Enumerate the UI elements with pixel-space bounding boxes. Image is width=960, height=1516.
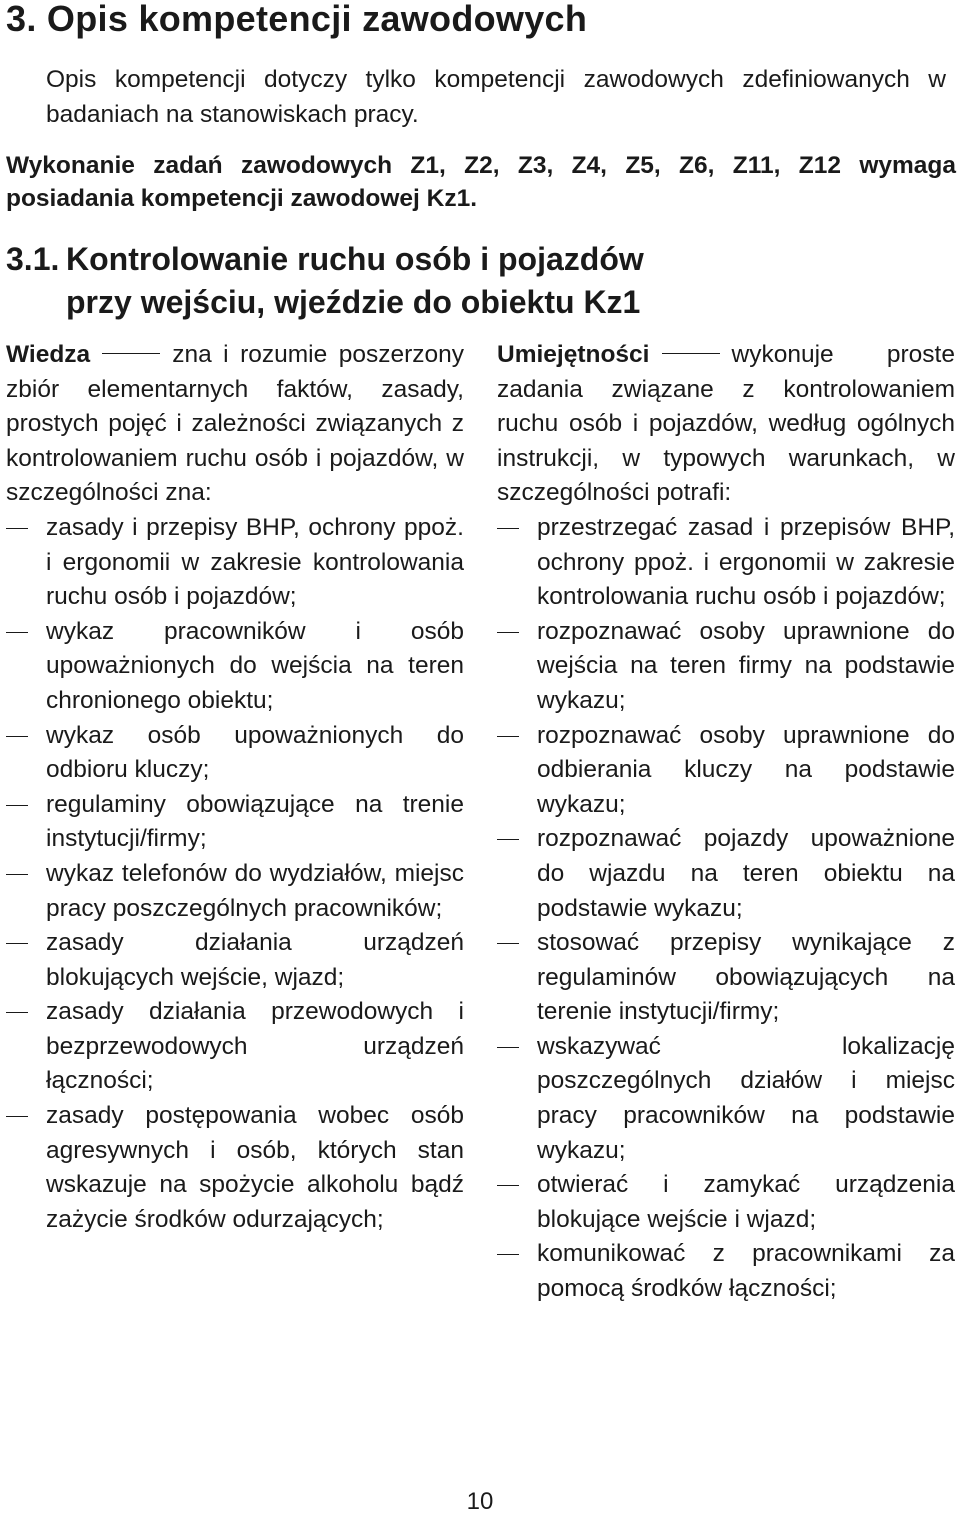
dash-bullet-icon (497, 1254, 519, 1255)
dash-bullet-icon (497, 1185, 519, 1186)
dash-bullet-icon (6, 943, 28, 944)
em-dash (662, 353, 720, 354)
skills-item (497, 1168, 955, 1237)
skills-column (497, 338, 955, 1307)
dash-bullet-icon (497, 736, 519, 737)
skills-item (497, 1030, 955, 1168)
knowledge-item (6, 719, 464, 788)
em-dash (102, 353, 160, 354)
knowledge-item (6, 788, 464, 857)
skills-lead (497, 338, 955, 511)
dash-bullet-icon (497, 632, 519, 633)
subsection-title-line1: Kontrolowanie ruchu osób i pojazdów (66, 241, 644, 277)
skills-item-text: wskazywać lokalizację poszczególnych działów i miejsc pracy pracowników na podstawie wykazu; (537, 1032, 955, 1164)
skills-item (497, 719, 955, 823)
subsection-number: 3.1. (6, 241, 60, 277)
skills-item-text: komunikować z pracownikami za pomocą środków łączności; (537, 1240, 955, 1303)
dash-bullet-icon (6, 805, 28, 806)
skills-item (497, 1237, 955, 1306)
knowledge-item-text: zasady działania przewodowych i bezprzewodowych urządzeń łączności; (46, 998, 464, 1095)
knowledge-term: Wiedza (6, 341, 91, 368)
subsection-title-line2: przy wejściu, wjeździe do obiektu Kz1 (66, 284, 641, 320)
knowledge-lead (6, 338, 464, 511)
page-number: 10 (466, 1488, 494, 1515)
knowledge-item (6, 995, 464, 1099)
skills-lead-text: wykonuje proste zadania związane z kontrolowaniem ruchu osób i pojazdów, według ogólnych instrukcji, w typowych warunkach, w szczególności potrafi: (497, 341, 955, 507)
intro-text: Opis kompetencji dotyczy tylko kompetencji zawodowych zdefiniowanych w badaniach na stanowiskach pracy. (46, 66, 946, 128)
dash-bullet-icon (6, 632, 28, 633)
knowledge-item (6, 857, 464, 926)
dash-bullet-icon (497, 943, 519, 944)
knowledge-item (6, 511, 464, 615)
dash-bullet-icon (6, 1012, 28, 1013)
knowledge-item-text: zasady postępowania wobec osób agresywnych i osób, których stan wskazuje na spożycie alkoholu bądź zażycie środków odurzających; (46, 1102, 464, 1233)
skills-item-text: rozpoznawać osoby uprawnione do wejścia na teren firmy na podstawie wykazu; (537, 617, 955, 714)
skills-item-text: otwierać i zamykać urządzenia blokujące wejście i wjazd; (537, 1171, 955, 1233)
requirement-paragraph: Wykonanie zadań zawodowych Z1, Z2, Z3, Z4, Z5, Z6, Z11, Z12 wymaga posiadania kompetencji zawodowej Kz1. (6, 152, 956, 212)
dash-bullet-icon (6, 1116, 28, 1117)
knowledge-item-text: wykaz pracowników i osób upoważnionych do wejścia na teren chronionego obiektu; (46, 617, 464, 714)
knowledge-item-text: zasady i przepisy BHP, ochrony ppoż. i ergonomii w zakresie kontrolowania ruchu osób i pojazdów; (46, 513, 464, 611)
dash-bullet-icon (6, 528, 28, 529)
skills-list (497, 511, 955, 1307)
knowledge-column (6, 338, 464, 1237)
dash-bullet-icon (497, 1047, 519, 1048)
knowledge-lead-text: zna i rozumie poszerzony zbiór elementarnych faktów, zasady, prostych pojęć i zależności związanych z kontrolowaniem ruchu osób i pojazdów, w szczególności zna: (6, 341, 464, 507)
skills-item (497, 822, 955, 926)
skills-term: Umiejętności (497, 341, 650, 368)
knowledge-item-text: wykaz osób upoważnionych do odbioru kluczy; (46, 721, 464, 784)
dash-bullet-icon (497, 528, 519, 529)
skills-item (497, 615, 955, 719)
knowledge-item (6, 926, 464, 995)
knowledge-item-text: wykaz telefonów do wydziałów, miejsc pracy poszczególnych pracowników; (46, 859, 464, 922)
intro-paragraph (46, 62, 946, 132)
skills-item-text: rozpoznawać osoby uprawnione do odbierania kluczy na podstawie wykazu; (537, 721, 955, 818)
knowledge-item-text: zasady działania urządzeń blokujących wejście, wjazd; (46, 929, 464, 991)
knowledge-item (6, 615, 464, 719)
dash-bullet-icon (497, 839, 519, 840)
section-title: 3. Opis kompetencji zawodowych (6, 0, 588, 39)
knowledge-item-text: regulaminy obowiązujące na trenie instytucji/firmy; (46, 790, 464, 853)
skills-item (497, 926, 955, 1030)
skills-item-text: stosować przepisy wynikające z regulaminów obowiązujących na terenie instytucji/firmy; (537, 929, 955, 1026)
skills-item-text: rozpoznawać pojazdy upoważnione do wjazdu na teren obiektu na podstawie wykazu; (537, 825, 955, 922)
knowledge-list (6, 511, 464, 1237)
skills-item (497, 511, 955, 615)
dash-bullet-icon (6, 736, 28, 737)
subsection-heading (6, 238, 644, 324)
dash-bullet-icon (6, 874, 28, 875)
knowledge-item (6, 1099, 464, 1237)
skills-item-text: przestrzegać zasad i przepisów BHP, ochrony ppoż. i ergonomii w zakresie kontrolowania ruchu osób i pojazdów; (537, 513, 955, 611)
